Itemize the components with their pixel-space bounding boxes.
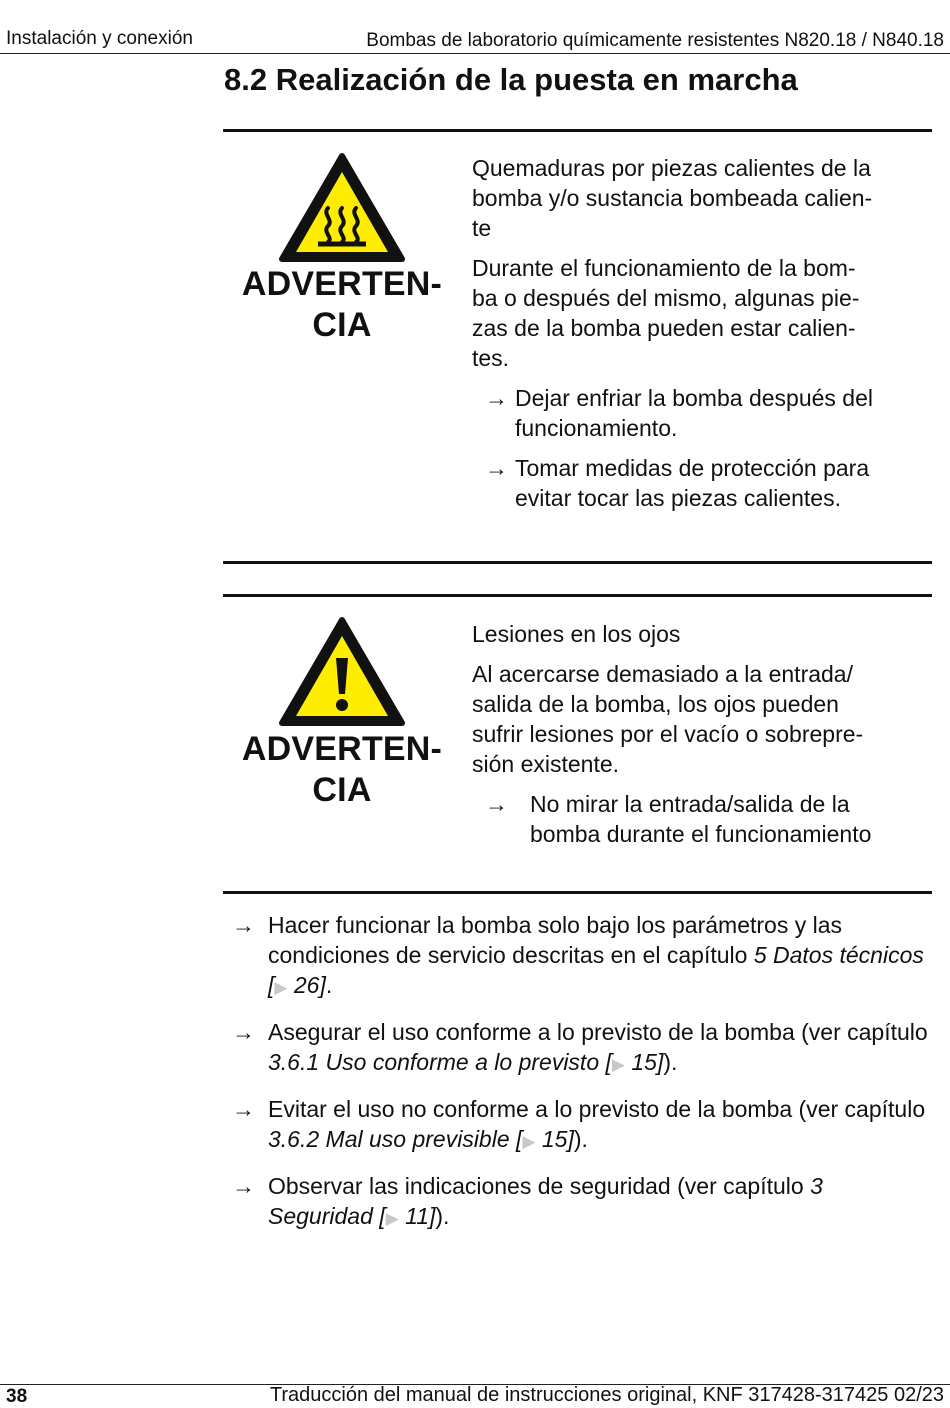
- warning-2-description: [472, 659, 932, 779]
- cross-reference-link[interactable]: 3.6.1 Uso conforme a lo previsto [▶ 15]: [268, 1049, 664, 1075]
- warning-1-text: [472, 153, 932, 523]
- title-line: te: [472, 215, 492, 241]
- action-line: Tomar medidas de protección para: [515, 455, 870, 481]
- arrow-icon: →: [232, 912, 255, 938]
- body-line: Al acercarse demasiado a la entrada/: [472, 661, 853, 687]
- action-line: Dejar enfriar la bomba después del: [515, 385, 873, 411]
- body-line: sufrir lesiones por el vacío o sobrepre-: [472, 721, 864, 747]
- signal-word-line-2: CIA: [312, 306, 372, 344]
- header-divider: [0, 53, 950, 54]
- warning-1-top-rule: [223, 129, 932, 132]
- title-line: Lesiones en los ojos: [472, 621, 681, 647]
- warning-2-title: [472, 619, 932, 649]
- warning-2-action-1: [472, 789, 932, 849]
- cross-reference-link[interactable]: 3 Seguridad [▶ 11]: [268, 1173, 823, 1229]
- cross-reference-link[interactable]: 5 Datos técnicos [▶ 26]: [268, 942, 924, 998]
- warning-1-action-2: [472, 453, 932, 513]
- action-line: funcionamiento.: [515, 415, 678, 441]
- signal-word-line-1: ADVERTEN-: [241, 265, 443, 303]
- warning-2-bottom-rule: [223, 891, 932, 894]
- arrow-icon: →: [232, 1019, 255, 1045]
- body-line: sión existente.: [472, 751, 620, 777]
- warning-1-signal-word: [230, 264, 454, 346]
- procedure-step: → Hacer funcionar la bomba solo bajo los parámetros y las condiciones de servicio descritas en el capítulo 5 Datos técnicos [▶ 26].: [232, 912, 924, 998]
- page-reference-icon: ▶: [522, 1132, 536, 1151]
- warning-1-action-1: [472, 383, 932, 443]
- arrow-icon: →: [232, 1173, 255, 1199]
- arrow-icon: →: [485, 385, 508, 411]
- action-line: bomba durante el funcionamiento: [530, 821, 872, 847]
- arrow-icon: →: [232, 1096, 255, 1122]
- procedure-step: → Evitar el uso no conforme a lo previsto de la bomba (ver capítulo 3.6.2 Mal uso previsible [▶ 15]).: [232, 1096, 926, 1152]
- procedure-step: → Asegurar el uso conforme a lo previsto de la bomba (ver capítulo 3.6.1 Uso conforme a lo previsto [▶ 15]).: [232, 1019, 928, 1075]
- warning-2-text: [472, 619, 932, 859]
- arrow-icon: →: [485, 791, 508, 817]
- cross-reference-link[interactable]: 3.6.2 Mal uso previsible [▶ 15]: [268, 1126, 574, 1152]
- warning-1-description: [472, 253, 932, 373]
- action-line: No mirar la entrada/salida de la: [530, 791, 850, 817]
- action-line: evitar tocar las piezas calientes.: [515, 485, 841, 511]
- hot-surface-warning-icon: [278, 152, 406, 264]
- body-line: zas de la bomba pueden estar calien-: [472, 315, 856, 341]
- exclamation-warning-icon: [278, 616, 406, 728]
- procedure-steps: [232, 910, 932, 1248]
- arrow-icon: →: [485, 455, 508, 481]
- signal-word-line-2: CIA: [312, 771, 372, 809]
- title-line: bomba y/o sustancia bombeada calien-: [472, 185, 873, 211]
- body-line: ba o después del mismo, algunas pie-: [472, 285, 860, 311]
- page-reference-icon: ▶: [611, 1055, 625, 1074]
- body-line: Durante el funcionamiento de la bom-: [472, 255, 856, 281]
- warning-1-title: [472, 153, 932, 243]
- body-line: tes.: [472, 345, 510, 371]
- warning-2-top-rule: [223, 594, 932, 597]
- page-reference-icon: ▶: [385, 1209, 399, 1228]
- procedure-step: → Observar las indicaciones de seguridad (ver capítulo 3 Seguridad [▶ 11]).: [232, 1173, 823, 1229]
- page-reference-icon: ▶: [274, 978, 288, 997]
- title-line: Quemaduras por piezas calientes de la: [472, 155, 871, 181]
- page-number: 38: [6, 1386, 28, 1407]
- header-chapter: Instalación y conexión: [6, 28, 193, 49]
- signal-word-line-1: ADVERTEN-: [241, 730, 443, 768]
- footer-document-info: Traducción del manual de instrucciones original, KNF 317428-317425 02/23: [269, 1384, 944, 1406]
- body-line: salida de la bomba, los ojos pueden: [472, 691, 839, 717]
- section-title: 8.2 Realización de la puesta en marcha: [224, 62, 798, 97]
- warning-2-signal-word: [230, 729, 454, 811]
- warning-1-bottom-rule: [223, 561, 932, 564]
- header-document-title: Bombas de laboratorio químicamente resistentes N820.18 / N840.18: [366, 30, 944, 51]
